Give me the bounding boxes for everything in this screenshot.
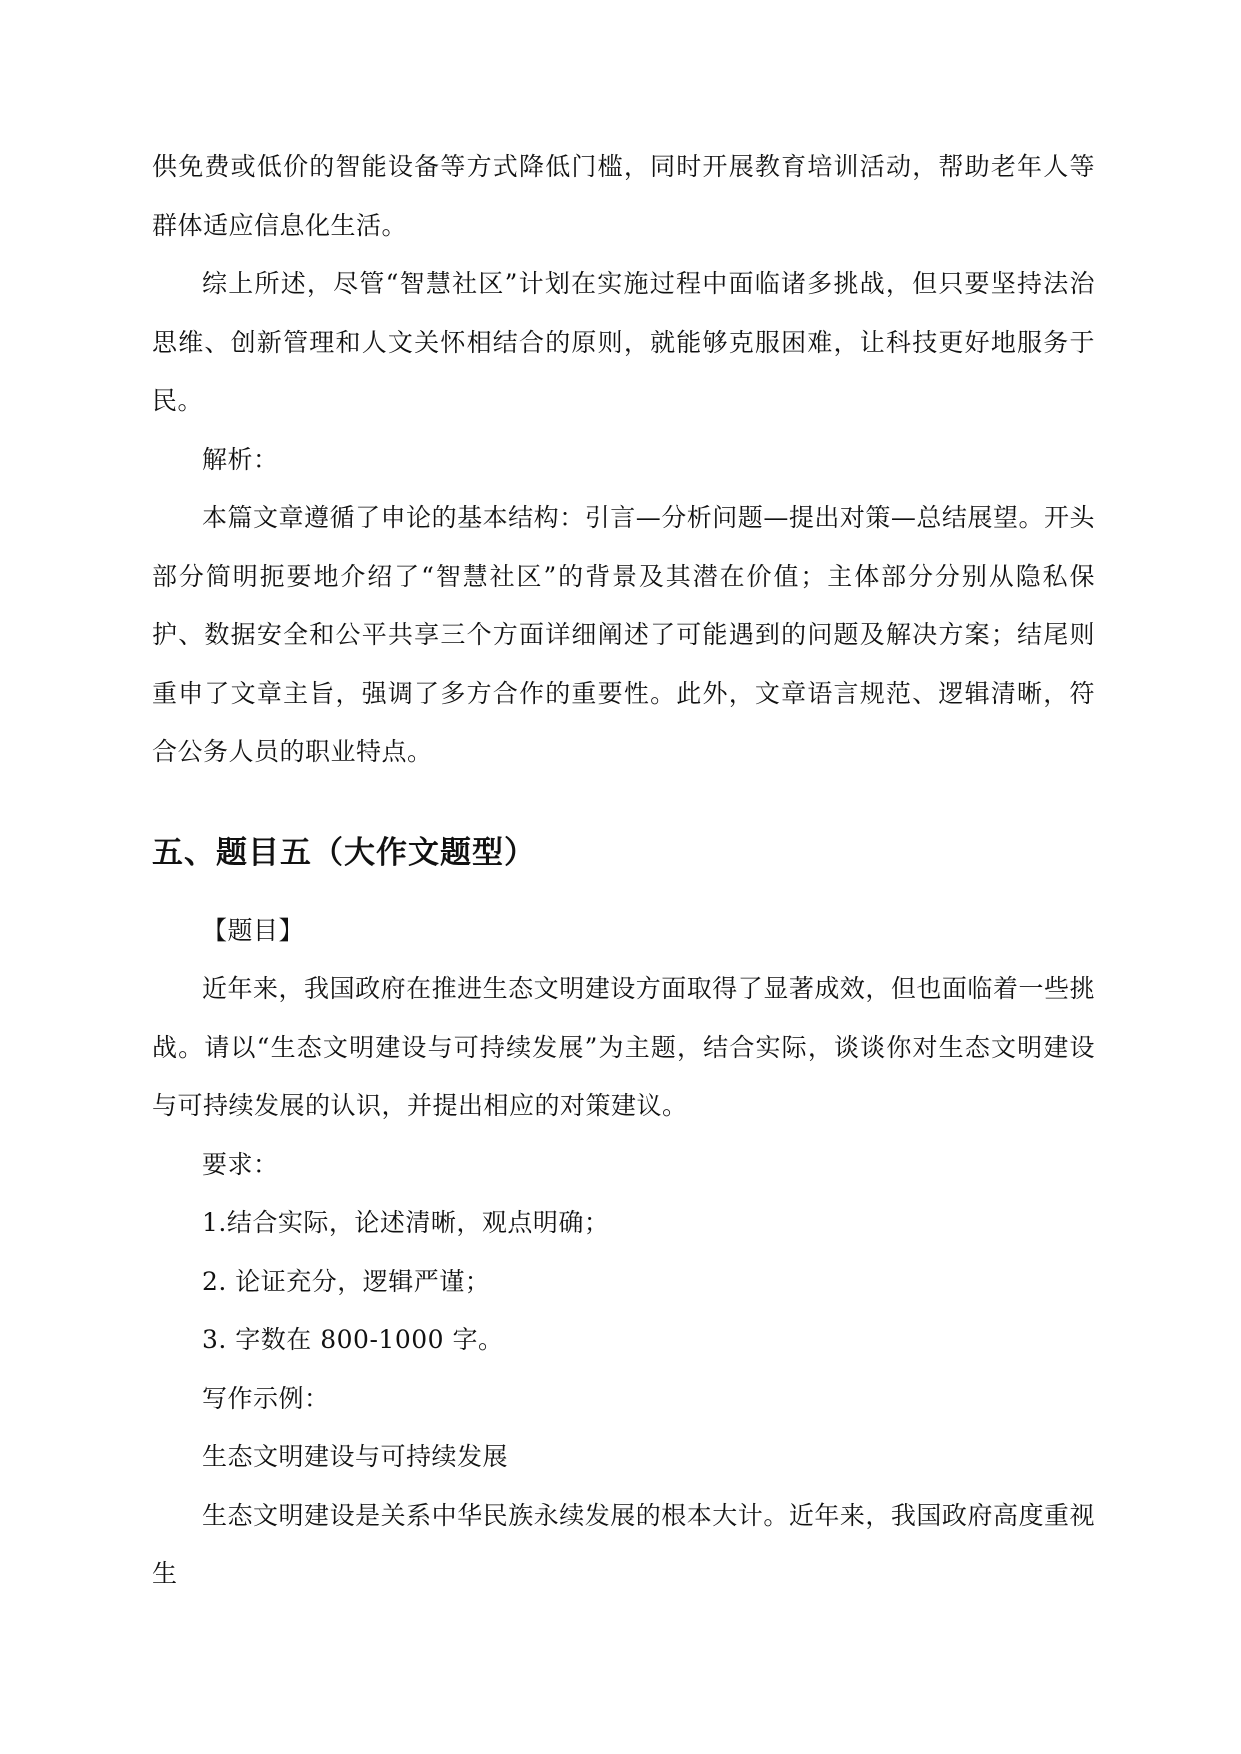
example-opening-paragraph: 生态文明建设是关系中华民族永续发展的根本大计。近年来，我国政府高度重视生 (152, 1500, 1095, 1588)
requirement-item-1: 1.结合实际，论述清晰，观点明确； (202, 1208, 610, 1237)
requirement-item-2: 2. 论证充分，逻辑严谨； (202, 1266, 491, 1296)
document-page (152, 138, 1095, 1604)
analysis-paragraph: 本篇文章遵循了申论的基本结构：引言—分析问题—提出对策—总结展望。开头部分简明扼要地介绍了“智慧社区”的背景及其潜在价值；主体部分分别从隐私保护、数据安全和公平共享三个方面详细阐述了可能遇到的问题及解决方案；结尾则重申了文章主旨，强调了多方合作的重要性。此外，文章语言规范、逻辑清晰，符合公务人员的职业特点。 (152, 503, 1095, 766)
question-paragraph: 近年来，我国政府在推进生态文明建设方面取得了显著成效，但也面临着一些挑战。请以“生态文明建设与可持续发展”为主题，结合实际，谈谈你对生态文明建设与可持续发展的认识，并提出相应的对策建议。 (152, 974, 1095, 1120)
conclusion-paragraph: 综上所述，尽管“智慧社区”计划在实施过程中面临诸多挑战，但只要坚持法治思维、创新管理和人文关怀相结合的原则，就能够克服困难，让科技更好地服务于民。 (152, 269, 1095, 415)
requirement-item-3: 3. 字数在 800-1000 字。 (202, 1325, 504, 1354)
example-title: 生态文明建设与可持续发展 (202, 1442, 509, 1471)
example-label: 写作示例： (202, 1383, 330, 1413)
analysis-label: 解析： (202, 444, 279, 474)
continuation-paragraph: 供免费或低价的智能设备等方式降低门槛，同时开展教育培训活动，帮助老年人等群体适应信息化生活。 (152, 152, 1095, 240)
question-label: 【题目】 (202, 915, 305, 945)
requirements-label: 要求： (202, 1149, 279, 1179)
section-heading: 五、题目五（大作文题型） (152, 834, 536, 871)
